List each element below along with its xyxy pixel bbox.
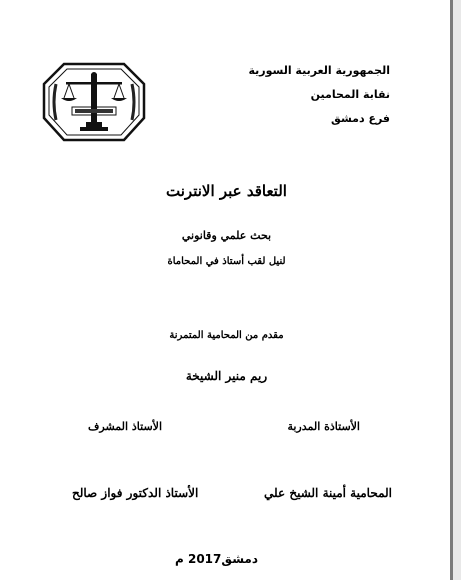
trainer-title: الأستاذة المدربة bbox=[287, 420, 360, 433]
presented-by: مقدم من المحامية المتمرنة bbox=[169, 330, 284, 341]
header-country: الجمهورية العربية السورية bbox=[248, 64, 390, 77]
place-year: دمشق2017 م bbox=[174, 552, 258, 566]
window-edge bbox=[453, 0, 461, 580]
scales-of-justice-icon bbox=[42, 62, 146, 142]
document-purpose: لنيل لقب أستاذ في المحاماة bbox=[167, 256, 286, 267]
document-title: التعاقد عبر الانترنت bbox=[166, 182, 287, 200]
header-branch: فرع دمشق bbox=[331, 112, 390, 125]
trainer-name: المحامية أمينة الشيخ علي bbox=[264, 486, 392, 500]
supervisor-name: الأستاذ الدكتور فواز صالح bbox=[72, 486, 199, 500]
supervisor-title: الأستاذ المشرف bbox=[88, 420, 162, 433]
author-name: ريم منير الشيخة bbox=[185, 369, 268, 383]
document-subtitle: بحث علمي وقانوني bbox=[181, 229, 272, 242]
header-syndicate: نقابة المحامين bbox=[310, 88, 390, 101]
